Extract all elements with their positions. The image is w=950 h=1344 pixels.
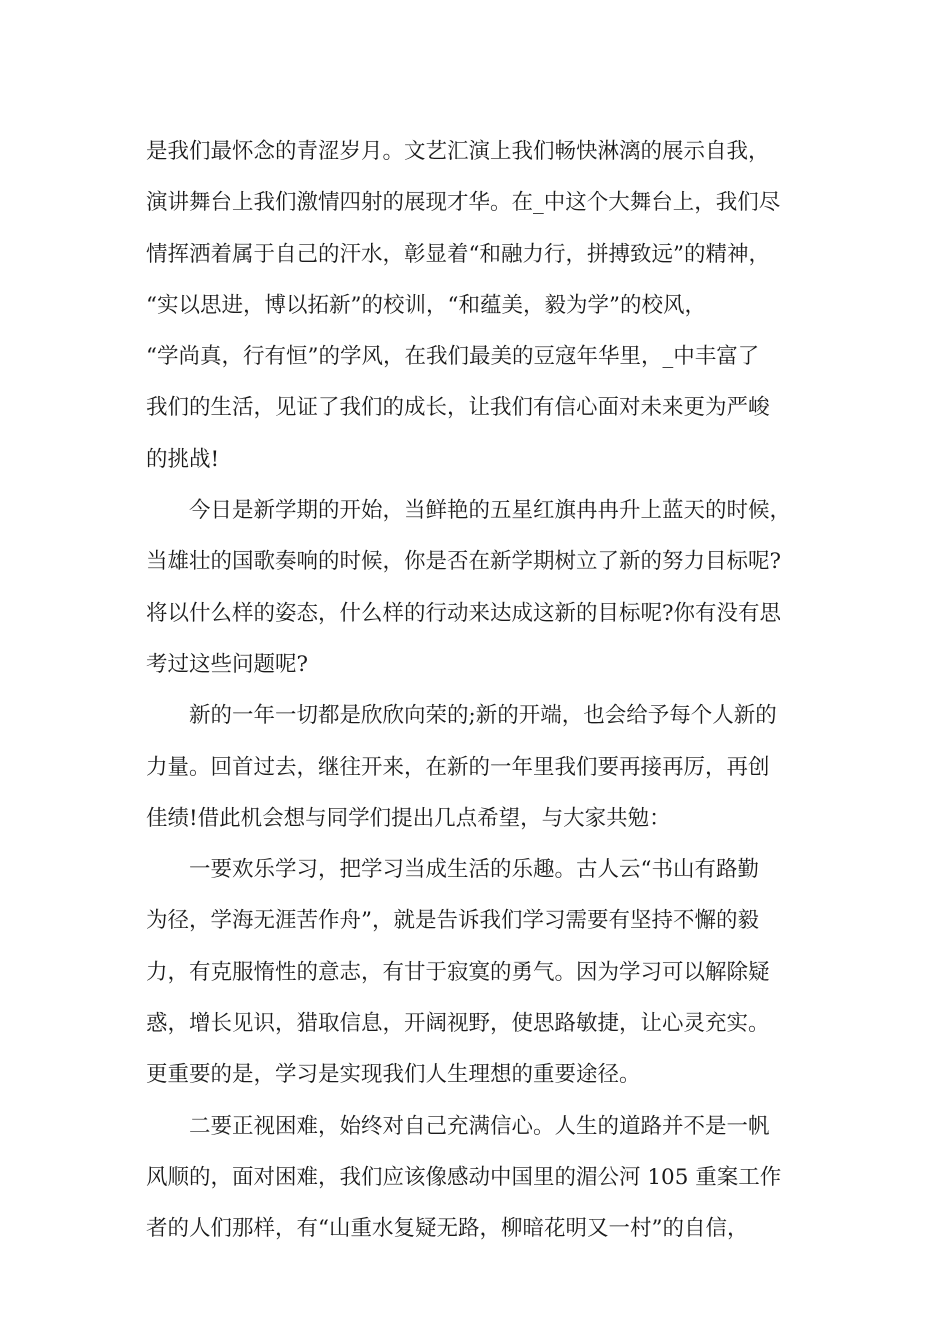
body-text [146, 126, 836, 1255]
text-line: 惑，增长见识，猎取信息，开阔视野，使思路敏捷，让心灵充实。 [146, 1011, 770, 1037]
text-line: 力量。回首过去，继往开来，在新的一年里我们要再接再厉，再创 [146, 754, 770, 780]
text-line: 佳绩!借此机会想与同学们提出几点希望，与大家共勉： [146, 805, 671, 831]
text-line: “实以思进，博以拓新”的校训，“和蕴美，毅为学”的校风， [146, 292, 706, 318]
text-line: 的挑战! [146, 446, 220, 472]
text-line: 是我们最怀念的青涩岁月。文艺汇演上我们畅快淋漓的展示自我， [146, 139, 770, 164]
text-line: 演讲舞台上我们激情四射的展现才华。在_中这个大舞台上，我们尽 [146, 190, 781, 216]
text-line: “学尚真，行有恒”的学风，在我们最美的豆寇年华里，_中丰富了 [146, 344, 760, 370]
text-line: 力，有克服惰性的意志，有甘于寂寞的勇气。因为学习可以解除疑 [146, 959, 770, 985]
text-line: 将以什么样的姿态，什么样的行动来达成这新的目标呢?你有没有思 [146, 600, 782, 626]
paragraph-first-line: 一要欢乐学习，把学习当成生活的乐趣。古人云“书山有路勤 [189, 857, 759, 883]
text-line: 风顺的，面对困难，我们应该像感动中国里的湄公河 105 重案工作 [146, 1164, 782, 1190]
text-line: 更重要的是，学习是实现我们人生理想的重要途径。 [146, 1062, 641, 1088]
text-line: 情挥洒着属于自己的汗水，彰显着“和融力行，拼搏致远”的精神， [146, 241, 770, 267]
text-line: 为径，学海无涯苦作舟”，就是告诉我们学习需要有坚持不懈的毅 [146, 908, 759, 934]
paragraph-first-line: 新的一年一切都是欣欣向荣的;新的开端，也会给予每个人新的 [189, 703, 777, 729]
text-line: 当雄壮的国歌奏响的时候，你是否在新学期树立了新的努力目标呢? [146, 549, 782, 575]
text-line: 者的人们那样，有“山重水复疑无路，柳暗花明又一村”的自信， [146, 1216, 749, 1242]
paragraph-first-line: 二要正视困难，始终对自己充满信心。人生的道路并不是一帆 [189, 1113, 770, 1139]
paragraph-first-line: 今日是新学期的开始，当鲜艳的五星红旗冉冉升上蓝天的时候， [189, 498, 792, 524]
text-line: 我们的生活，见证了我们的成长，让我们有信心面对未来更为严峻 [146, 395, 770, 421]
text-line: 考过这些问题呢? [146, 651, 309, 677]
